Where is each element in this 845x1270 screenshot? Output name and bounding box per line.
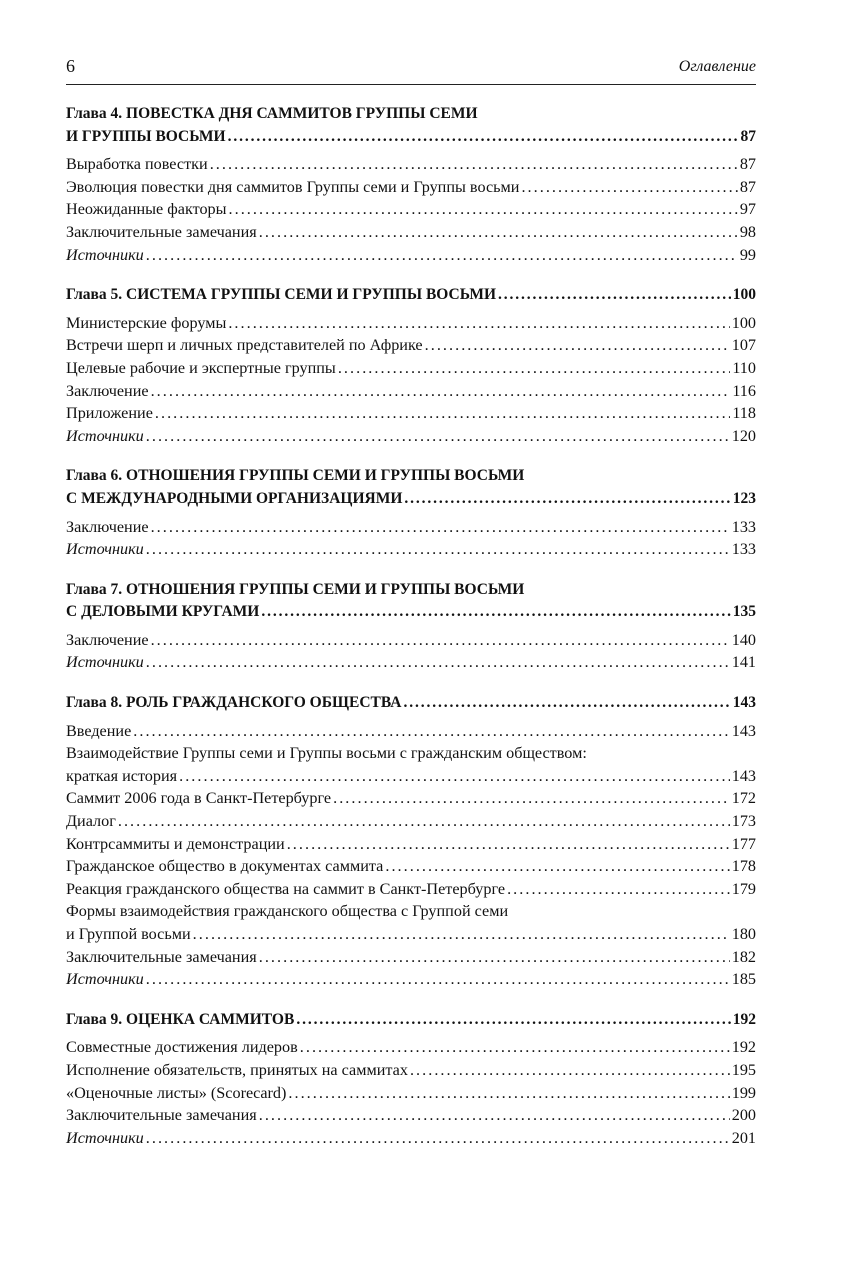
entry-page: 133 — [731, 517, 756, 536]
toc-entry — [66, 720, 756, 743]
chapter-title: Глава 9. ОЦЕНКА САММИТОВ — [66, 1010, 295, 1028]
entry-text: Эволюция повестки дня саммитов Группы семи и Группы восьми — [66, 177, 520, 196]
toc-entry — [66, 629, 756, 652]
chapter-page: 135 — [732, 603, 756, 621]
toc-entry — [66, 357, 756, 380]
chapter-title: Глава 5. СИСТЕМА ГРУППЫ СЕМИ И ГРУППЫ ВОСЬМИ — [66, 286, 497, 304]
toc-entry — [66, 1059, 756, 1082]
chapter-title-continued: С МЕЖДУНАРОДНЫМИ ОРГАНИЗАЦИЯМИ — [66, 489, 403, 507]
entry-page: 185 — [731, 970, 756, 989]
entry-text: Диалог — [66, 812, 116, 831]
toc-entry — [66, 425, 756, 448]
entry-page: 143 — [731, 721, 756, 740]
toc-entry — [66, 1082, 756, 1105]
table-of-contents — [66, 103, 756, 1167]
entry-text: Источники — [66, 426, 144, 445]
entry-text: Гражданское общество в документах саммита — [66, 857, 384, 876]
entry-page: 118 — [732, 404, 756, 423]
chapter-title-row — [66, 488, 756, 511]
chapter-page: 100 — [732, 286, 756, 304]
chapter-6 — [66, 465, 756, 560]
entry-page: 100 — [731, 313, 756, 332]
chapter-7 — [66, 579, 756, 674]
entry-page: 140 — [731, 630, 756, 649]
chapter-8 — [66, 692, 756, 991]
chapter-title-row — [66, 1009, 756, 1032]
chapter-title: Глава 7. ОТНОШЕНИЯ ГРУППЫ СЕМИ И ГРУППЫ ВОСЬМИ — [66, 580, 525, 598]
toc-entry — [66, 1036, 756, 1059]
toc-entry — [66, 221, 756, 244]
chapter-4 — [66, 103, 756, 266]
toc-entry — [66, 334, 756, 357]
entry-text: Неожиданные факторы — [66, 200, 227, 219]
toc-entry — [66, 833, 756, 856]
running-title: Оглавление — [678, 58, 756, 75]
entry-text: Целевые рабочие и экспертные группы — [66, 358, 336, 377]
chapter-title-row — [66, 284, 756, 307]
entry-text: Заключительные замечания — [66, 222, 257, 241]
entry-text: и Группой восьми — [66, 925, 191, 943]
entry-text: Источники — [66, 540, 144, 559]
chapter-title-row — [66, 601, 756, 624]
entry-text: Заключение — [66, 517, 149, 536]
toc-entry — [66, 946, 756, 969]
chapter-title-row — [66, 692, 756, 715]
entry-page: 178 — [731, 857, 756, 876]
chapter-page: 123 — [732, 489, 756, 507]
entry-text: Встречи шерп и личных представителей по Африке — [66, 336, 423, 355]
toc-entry — [66, 923, 756, 946]
entry-page: 201 — [731, 1128, 756, 1147]
entry-text: Саммит 2006 года в Санкт-Петербурге — [66, 789, 332, 808]
entry-text: Источники — [66, 1128, 144, 1147]
entry-text: Выработка повестки — [66, 155, 208, 174]
toc-entry — [66, 538, 756, 561]
entry-text: Источники — [66, 245, 144, 264]
chapter-page: 192 — [732, 1010, 756, 1028]
entry-page: 97 — [739, 200, 756, 219]
toc-entry — [66, 176, 756, 199]
entry-text: Контрсаммиты и демонстрации — [66, 834, 285, 853]
page-number: 6 — [66, 56, 75, 76]
chapter-title-continued: И ГРУППЫ ВОСЬМИ — [66, 127, 226, 145]
toc-entry — [66, 787, 756, 810]
chapter-9 — [66, 1009, 756, 1150]
entry-text: Заключение — [66, 381, 149, 400]
entry-page: 173 — [731, 812, 756, 831]
entry-text: краткая история — [66, 766, 178, 785]
toc-entry — [66, 855, 756, 878]
entry-page: 200 — [731, 1106, 756, 1125]
chapter-title: Глава 4. ПОВЕСТКА ДНЯ САММИТОВ ГРУППЫ СЕМИ — [66, 105, 478, 122]
chapter-title-continued: С ДЕЛОВЫМИ КРУГАМИ — [66, 603, 260, 621]
chapter-page: 87 — [740, 127, 756, 145]
entry-text: Совместные достижения лидеров — [66, 1038, 298, 1057]
entry-text: Заключительные замечания — [66, 947, 257, 966]
entry-page: 110 — [732, 358, 756, 377]
entry-text: Заключение — [66, 630, 149, 649]
toc-entry — [66, 402, 756, 425]
entry-text: Исполнение обязательств, принятых на саммитах — [66, 1060, 408, 1079]
toc-entry — [66, 312, 756, 335]
toc-entry — [66, 153, 756, 176]
entry-page: 182 — [731, 947, 756, 966]
entry-text: «Оценочные листы» (Scorecard) — [66, 1083, 287, 1102]
toc-entry — [66, 765, 756, 788]
entry-page: 107 — [731, 336, 756, 355]
toc-entry — [66, 1127, 756, 1150]
toc-entry — [66, 810, 756, 833]
entry-page: 179 — [731, 879, 756, 898]
chapter-title: Глава 8. РОЛЬ ГРАЖДАНСКОГО ОБЩЕСТВА — [66, 694, 402, 712]
chapter-title-row — [66, 126, 756, 149]
entry-text: Источники — [66, 653, 144, 672]
entry-page: 180 — [731, 925, 756, 943]
entry-text: Реакция гражданского общества на саммит в Санкт-Петербурге — [66, 879, 506, 898]
toc-entry — [66, 380, 756, 403]
entry-text-line1: Формы взаимодействия гражданского общества с Группой семи — [66, 902, 509, 921]
entry-page: 87 — [739, 155, 756, 174]
toc-entry — [66, 968, 756, 991]
entry-page: 98 — [739, 222, 756, 241]
entry-text: Министерские форумы — [66, 313, 227, 332]
entry-page: 116 — [732, 381, 756, 400]
entry-page: 199 — [731, 1083, 756, 1102]
chapter-5 — [66, 284, 756, 447]
entry-text: Заключительные замечания — [66, 1106, 257, 1125]
entry-text-line1: Взаимодействие Группы семи и Группы восьми с гражданским обществом: — [66, 744, 587, 763]
entry-page: 143 — [731, 766, 756, 785]
toc-entry — [66, 198, 756, 221]
entry-page: 133 — [731, 540, 756, 559]
entry-page: 87 — [739, 177, 756, 196]
entry-page: 141 — [731, 653, 756, 672]
toc-entry — [66, 878, 756, 901]
chapter-title: Глава 6. ОТНОШЕНИЯ ГРУППЫ СЕМИ И ГРУППЫ ВОСЬМИ — [66, 467, 525, 485]
toc-entry — [66, 244, 756, 267]
entry-page: 172 — [731, 789, 756, 808]
page-header — [66, 56, 756, 85]
entry-text: Источники — [66, 970, 144, 989]
entry-page: 177 — [731, 834, 756, 853]
entry-text: Приложение — [66, 404, 153, 423]
entry-page: 99 — [739, 245, 756, 264]
entry-page: 192 — [731, 1038, 756, 1057]
toc-entry — [66, 516, 756, 539]
entry-text: Введение — [66, 721, 132, 740]
entry-page: 195 — [731, 1060, 756, 1079]
toc-entry — [66, 651, 756, 674]
toc-entry — [66, 1104, 756, 1127]
chapter-page: 143 — [732, 694, 756, 712]
entry-page: 120 — [731, 426, 756, 445]
